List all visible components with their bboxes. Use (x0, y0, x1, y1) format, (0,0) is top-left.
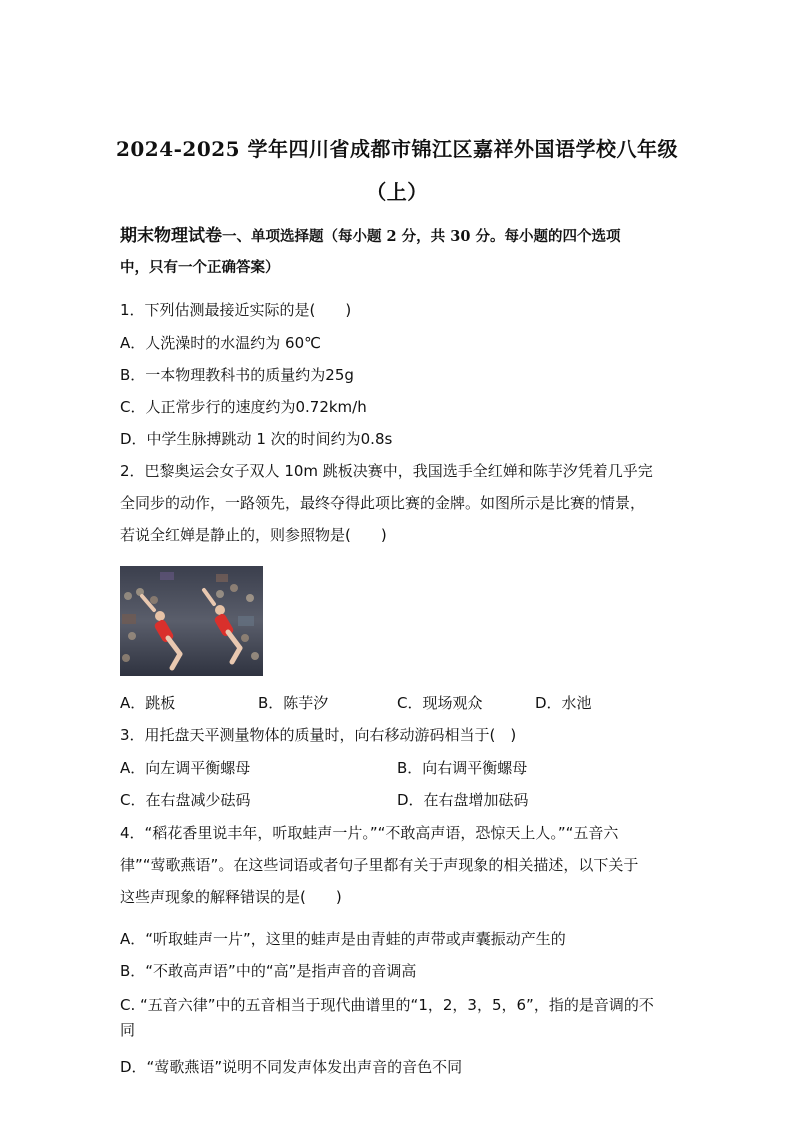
q1-option-c: C．人正常步行的速度约为0.72km/h (120, 398, 367, 416)
q1-stem: 1．下列估测最接近实际的是( ) (120, 301, 352, 319)
q3-option-a: A．向左调平衡螺母 (120, 759, 251, 777)
exam-title-line2: （上） (366, 180, 428, 204)
q2-option-d: D．水池 (535, 694, 592, 712)
exam-title-line1: 2024-2025 学年四川省成都市锦江区嘉祥外国语学校八年级 (115, 137, 679, 161)
q3-option-b: B．向右调平衡螺母 (397, 759, 528, 777)
q3-option-c: C．在右盘减少砝码 (120, 791, 251, 809)
q2-option-c: C．现场观众 (397, 694, 483, 712)
q2-stem-line1: 2．巴黎奥运会女子双人 10m 跳板决赛中，我国选手全红婵和陈芋汐凭着几乎完 (120, 462, 653, 480)
q1-option-b: B．一本物理教科书的质量约为25g (120, 366, 354, 384)
q2-stem-line3: 若说全红婵是静止的，则参照物是( ) (120, 526, 387, 544)
q2-option-a: A．跳板 (120, 694, 176, 712)
q4-option-c-line1: C. “五音六律”中的五音相当于现代曲谱里的“1，2，3，5，6”，指的是音调的不 (120, 996, 654, 1014)
q3-stem: 3．用托盘天平测量物体的质量时，向右移动游码相当于( ) (120, 726, 517, 744)
q2-stem-line2: 全同步的动作，一路领先，最终夺得此项比赛的金牌。如图所示是比赛的情景， (120, 494, 646, 512)
q4-option-b: B．“不敢高声语”中的“高”是指声音的音调高 (120, 962, 417, 980)
section-heading-line (120, 221, 620, 246)
diving-photo (120, 566, 263, 676)
part-one-heading-cont: 中，只有一个正确答案） (120, 259, 280, 276)
part-one-heading: 一、单项选择题（每小题 2 分，共 30 分。每小题的四个选项 (222, 228, 621, 245)
q4-stem-line3: 这些声现象的解释错误的是( ) (120, 888, 342, 906)
q1-option-a: A．人洗澡时的水温约为 60℃ (120, 334, 321, 352)
q4-stem-line1: 4．“稻花香里说丰年，听取蛙声一片。”“不敢高声语，恐惊天上人。”“五音六 (120, 824, 619, 842)
q4-option-d: D．“莺歌燕语”说明不同发声体发出声音的音色不同 (120, 1058, 463, 1076)
q4-option-c-line2: 同 (120, 1021, 136, 1039)
q4-stem-line2: 律”“莺歌燕语”。在这些词语或者句子里都有关于声现象的相关描述，以下关于 (120, 856, 639, 874)
diving-photo-illustration (120, 566, 263, 676)
q4-option-a: A．“听取蛙声一片”，这里的蛙声是由青蛙的声带或声囊振动产生的 (120, 930, 566, 948)
q1-option-d: D．中学生脉搏跳动 1 次的时间约为0.8s (120, 430, 393, 448)
q3-option-d: D．在右盘增加砝码 (397, 791, 529, 809)
exam-subtitle: 期末物理试卷 (120, 226, 222, 246)
q2-option-b: B．陈芋汐 (258, 694, 329, 712)
